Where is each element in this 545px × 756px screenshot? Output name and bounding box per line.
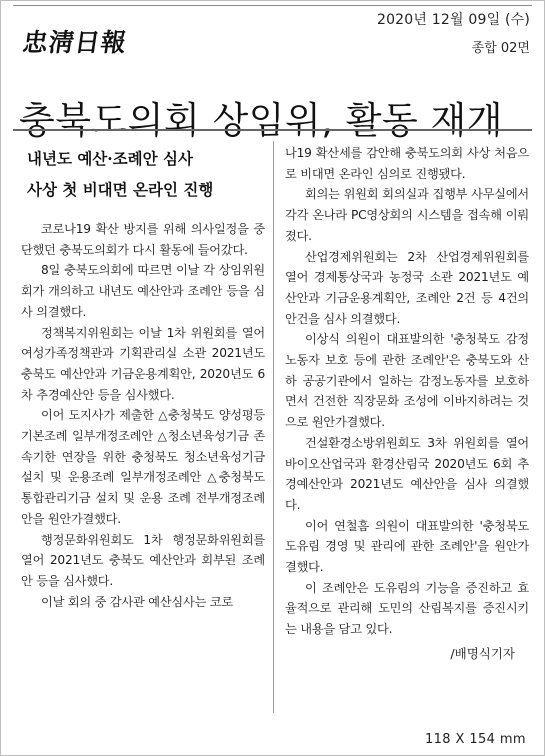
body-paragraph: 건설환경소방위원회도 3차 위원회를 열어 바이오산업국과 환경산림국 2020년도 6회 추경예산안과 2021년도 예산안을 심사 의결했다.	[285, 435, 529, 512]
column-divider	[273, 141, 274, 713]
body-paragraph: 이날 회의 중 감사관 예산심사는 코로	[41, 594, 233, 609]
publication-date: 2020년 12월 09일 (수)	[376, 12, 530, 28]
right-column	[285, 143, 529, 665]
body-paragraph: 8일 충북도의회에 따르면 이날 각 상임위원회가 개의하고 내년도 예산안과 조례안 등을 심사 의결했다.	[21, 263, 265, 319]
body-paragraph: 회의는 위원회 회의실과 집행부 사무실에서 각각 온나라 PC영상회의 시스템을 접속해 이뤄졌다.	[285, 187, 529, 243]
newspaper-logo: 忠淸日報	[20, 28, 129, 57]
body-paragraph: 이어 도지사가 제출한 △충청북도 양성평등 기본조례 일부개정조례안 △청소년육성기금 존속기한 연장을 위한 충청북도 청소년육성기금 설치 및 운용조례 일부개정조례안 △충청북도 통합관리기금 설치 및 운용 조례 전부개정조례안을 원안가결했다.	[21, 408, 265, 526]
body-paragraph: 이 조례안은 도유림의 기능을 증진하고 효율적으로 관리해 도민의 산림복지를 증진시키는 내용을 담고 있다.	[285, 580, 529, 637]
headline-rule	[13, 129, 532, 131]
body-paragraph-continued: 나19 확산세를 감안해 충북도의회 사상 처음으로 비대면 온라인 심의로 진행됐다.	[285, 146, 529, 181]
body-paragraph: 정책복지위원회는 이날 1차 위원회를 열어 여성가족정책관과 기획관리실 소관 2021년도 충북도 예산안과 기금운용계획안, 2020년도 6차 추경예산안 등을 심사했다.	[21, 325, 265, 402]
body-paragraph: 산업경제위원회는 2차 산업경제위원회를 열어 경제통상국과 농정국 소관 2021년도 예산안과 기금운용계획안, 조례안 2건 등 4건의 안건을 심사 의결했다.	[285, 249, 529, 326]
subheadline: 사상 첫 비대면 온라인 진행	[27, 180, 214, 199]
headline: 충북도의회 상임위, 활동 재개	[19, 98, 503, 142]
top-rule	[13, 5, 532, 6]
left-column	[21, 143, 265, 612]
subheadline: 내년도 예산·조례안 심사	[27, 149, 193, 168]
byline: /배명식기자	[450, 645, 515, 661]
body-paragraph: 이상식 의원이 대표발의한 '충청북도 감정노동자 보호 등에 관한 조례안'은 충북도와 산하 공공기관에서 일하는 감정노동자를 보호하면서 건전한 직장문화 조성에 이바지하려는 것으로 원안가결했다.	[285, 332, 529, 430]
body-paragraph: 코로나19 확산 방지를 위해 의사일정을 중단했던 충북도의회가 다시 활동에 들어갔다.	[21, 222, 265, 257]
body-paragraph: 이어 연철흠 의원이 대표발의한 '충청북도 도유림 경영 및 관리에 관한 조례안'을 원안가결했다.	[285, 518, 529, 575]
body-paragraph: 행정문화위원회도 1차 행정문화위원회를 열어 2021년도 충북도 예산안과 회부된 조례안 등을 심사했다.	[21, 532, 265, 588]
page-number: 종합 02면	[471, 41, 530, 56]
article-size: 118 X 154 mm	[424, 732, 526, 747]
